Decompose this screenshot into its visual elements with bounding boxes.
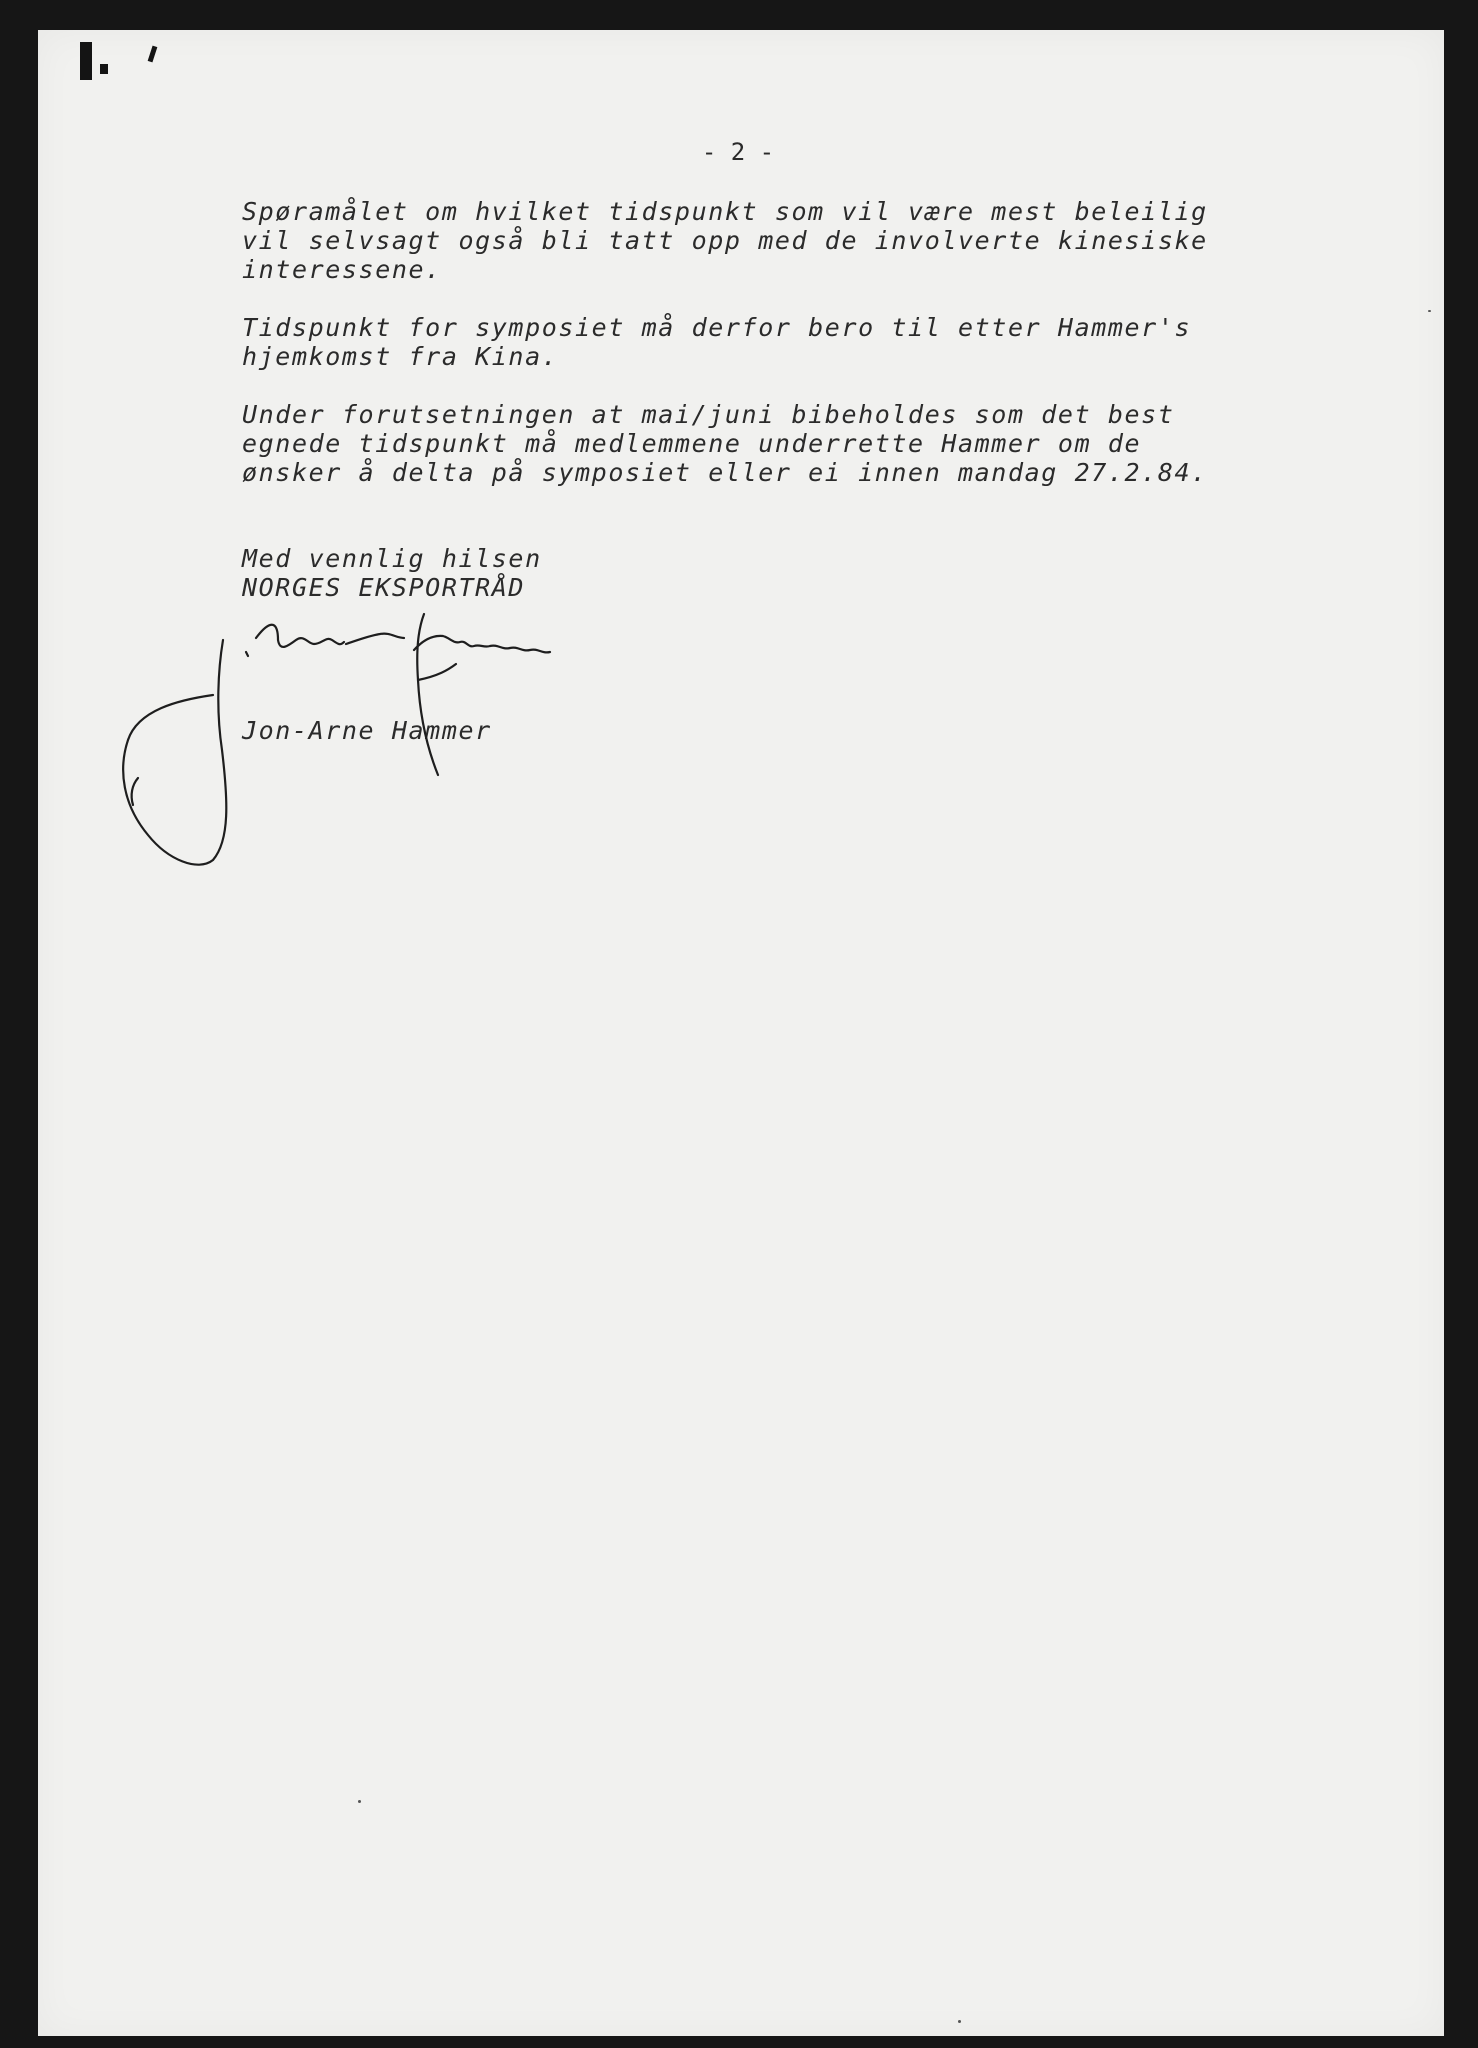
punch-mark-left [80, 42, 92, 80]
page-number: - 2 - [701, 138, 775, 166]
closing-block [242, 544, 542, 602]
scan-speck [958, 2020, 961, 2023]
text-line: ønsker å delta på symposiet eller ei innen mandag 27.2.84. [242, 458, 1208, 487]
text-line: Under forutsetningen at mai/juni bibeholdes som det best [242, 400, 1175, 429]
text-line: Tidspunkt for symposiet må derfor bero til etter Hammer's [242, 313, 1192, 342]
paragraph-registration [242, 400, 1208, 487]
signer-name: Jon-Arne Hammer [242, 716, 492, 745]
handwritten-signature [118, 610, 718, 880]
text-line: Spøramålet om hvilket tidspunkt som vil være mest beleilig [242, 197, 1208, 226]
text-line: interessene. [242, 255, 442, 284]
scan-speck [1428, 310, 1431, 312]
punch-mark-right [148, 46, 158, 63]
text-line: egnede tidspunkt må medlemmene underrette Hammer om de [242, 429, 1142, 458]
text-line: hjemkomst fra Kina. [242, 342, 559, 371]
paragraph-timing [242, 313, 1191, 371]
paragraph-scheduling [242, 197, 1208, 284]
closing-organization: NORGES EKSPORTRÅD [242, 573, 526, 602]
punch-mark-small [100, 64, 108, 74]
scan-speck [358, 1800, 361, 1803]
closing-greeting: Med vennlig hilsen [242, 544, 542, 573]
text-line: vil selvsagt også bli tatt opp med de involverte kinesiske [242, 226, 1208, 255]
document-page [38, 30, 1444, 2036]
